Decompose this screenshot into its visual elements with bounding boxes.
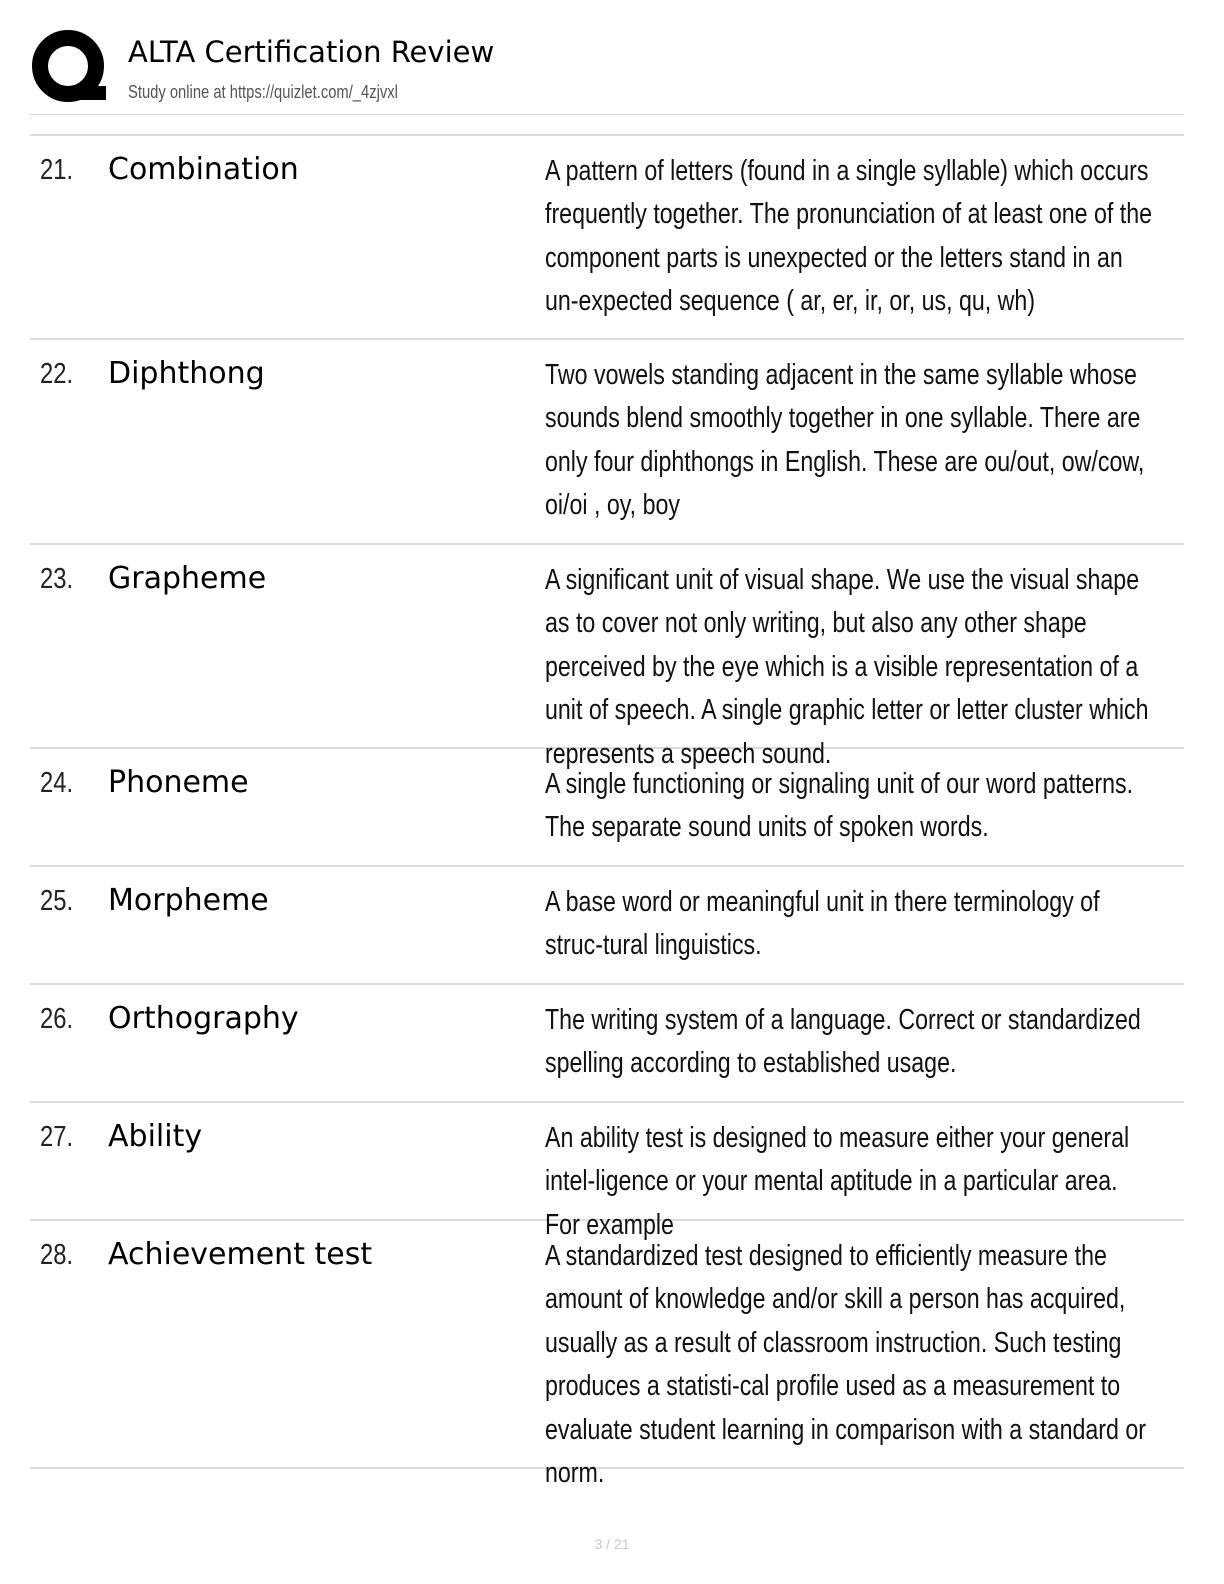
term-row (30, 985, 1184, 1103)
term-number: 28. (40, 1239, 74, 1271)
term-definition: A pattern of letters (found in a single syllable) which occurs frequently together. The pronunciation of at least one of the component parts is unexpected or the letters stand in an un-expected sequence ( ar, er, ir, or, us, qu, wh) (545, 155, 1153, 318)
term-definition: An ability test is designed to measure either your general intel-ligence or your mental aptitude in a particular area. For example (545, 1122, 1130, 1241)
term-title: Achievement test (108, 1237, 373, 1272)
term-row (30, 749, 1184, 867)
term-title: Ability (108, 1119, 203, 1154)
term-definition: A base word or meaningful unit in there terminology of struc-tural linguistics. (545, 886, 1100, 962)
quizlet-logo-icon (30, 28, 110, 108)
study-online-link-text: Study online at https://quizlet.com/_4zjvxl (128, 82, 398, 102)
page-header (30, 28, 1184, 115)
term-number: 26. (40, 1003, 74, 1035)
term-definition: Two vowels standing adjacent in the same syllable whose sounds blend smoothly together in one syllable. There are only four diphthongs in English. These are ou/out, ow/cow, oi/oi , oy, boy (545, 359, 1145, 522)
term-title: Orthography (108, 1001, 299, 1036)
term-row (30, 867, 1184, 985)
term-row (30, 340, 1184, 545)
term-number: 23. (40, 563, 74, 595)
term-definition: The writing system of a language. Correct or standardized spelling according to established usage. (545, 1004, 1141, 1080)
term-title: Diphthong (108, 356, 265, 391)
term-title: Combination (108, 152, 299, 187)
term-row (30, 1103, 1184, 1241)
term-row (30, 136, 1184, 340)
term-title: Phoneme (108, 765, 249, 800)
page-number: 3 / 21 (594, 1536, 630, 1552)
term-number: 21. (40, 154, 74, 186)
term-title: Grapheme (108, 561, 267, 596)
term-row (30, 545, 1184, 770)
term-title: Morpheme (108, 883, 269, 918)
term-number: 25. (40, 885, 74, 917)
term-number: 24. (40, 767, 74, 799)
term-definition: A significant unit of visual shape. We use the visual shape as to cover not only writing, but also any other shape perceived by the eye which is a visible representation of a unit of speech. A single graphic letter or letter cluster which represents a speech sound. (545, 564, 1149, 770)
terms-list (30, 134, 1184, 1490)
term-row (30, 1221, 1184, 1490)
term-number: 22. (40, 358, 74, 390)
term-definition: A standardized test designed to efficiently measure the amount of knowledge and/or skill a person has acquired, usually as a result of classroom instruction. Such testing produces a statisti-cal profile used as a measurement to evaluate student learning in comparison with a standard or norm. (545, 1240, 1146, 1490)
term-number: 27. (40, 1121, 74, 1153)
term-definition: A single functioning or signaling unit of our word patterns. The separate sound units of spoken words. (545, 768, 1134, 844)
document-title: ALTA Certification Review (128, 35, 495, 69)
